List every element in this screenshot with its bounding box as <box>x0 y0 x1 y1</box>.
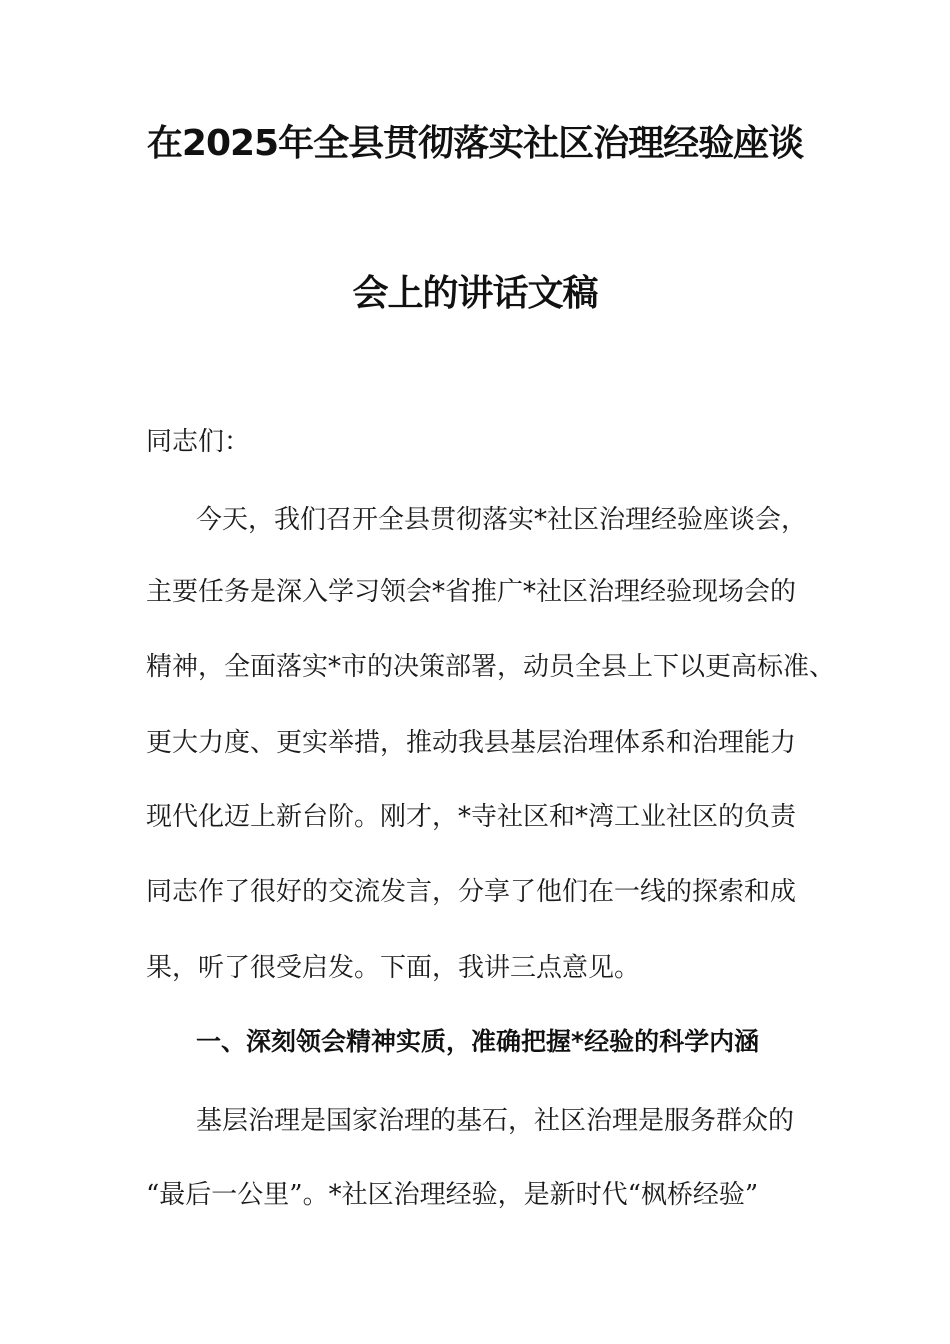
paragraph-1-line: 精神，全面落实*市的决策部署，动员全县上下以更高标准、 <box>146 652 836 682</box>
salutation: 同志们： <box>146 427 251 457</box>
document-title-line-1: 在2025年全县贯彻落实社区治理经验座谈 <box>146 123 804 164</box>
paragraph-1-line: 现代化迈上新台阶。刚才，*寺社区和*湾工业社区的负责 <box>146 802 797 832</box>
document-title-line-2: 会上的讲话文稿 <box>352 273 598 314</box>
paragraph-1-line: 今天，我们召开全县贯彻落实*社区治理经验座谈会， <box>196 505 808 535</box>
paragraph-1-line: 果，听了很受启发。下面，我讲三点意见。 <box>146 953 641 983</box>
paragraph-2-line: 基层治理是国家治理的基石，社区治理是服务群众的 <box>196 1106 795 1136</box>
paragraph-1-line: 主要任务是深入学习领会*省推广*社区治理经验现场会的 <box>146 577 797 607</box>
paragraph-2-line: “最后一公里”。*社区治理经验，是新时代“枫桥经验” <box>146 1180 759 1210</box>
paragraph-1-line: 更大力度、更实举措，推动我县基层治理体系和治理能力 <box>146 728 797 758</box>
section-heading-1: 一、深刻领会精神实质，准确把握*经验的科学内涵 <box>196 1027 760 1056</box>
paragraph-1-line: 同志作了很好的交流发言，分享了他们在一线的探索和成 <box>146 877 797 907</box>
